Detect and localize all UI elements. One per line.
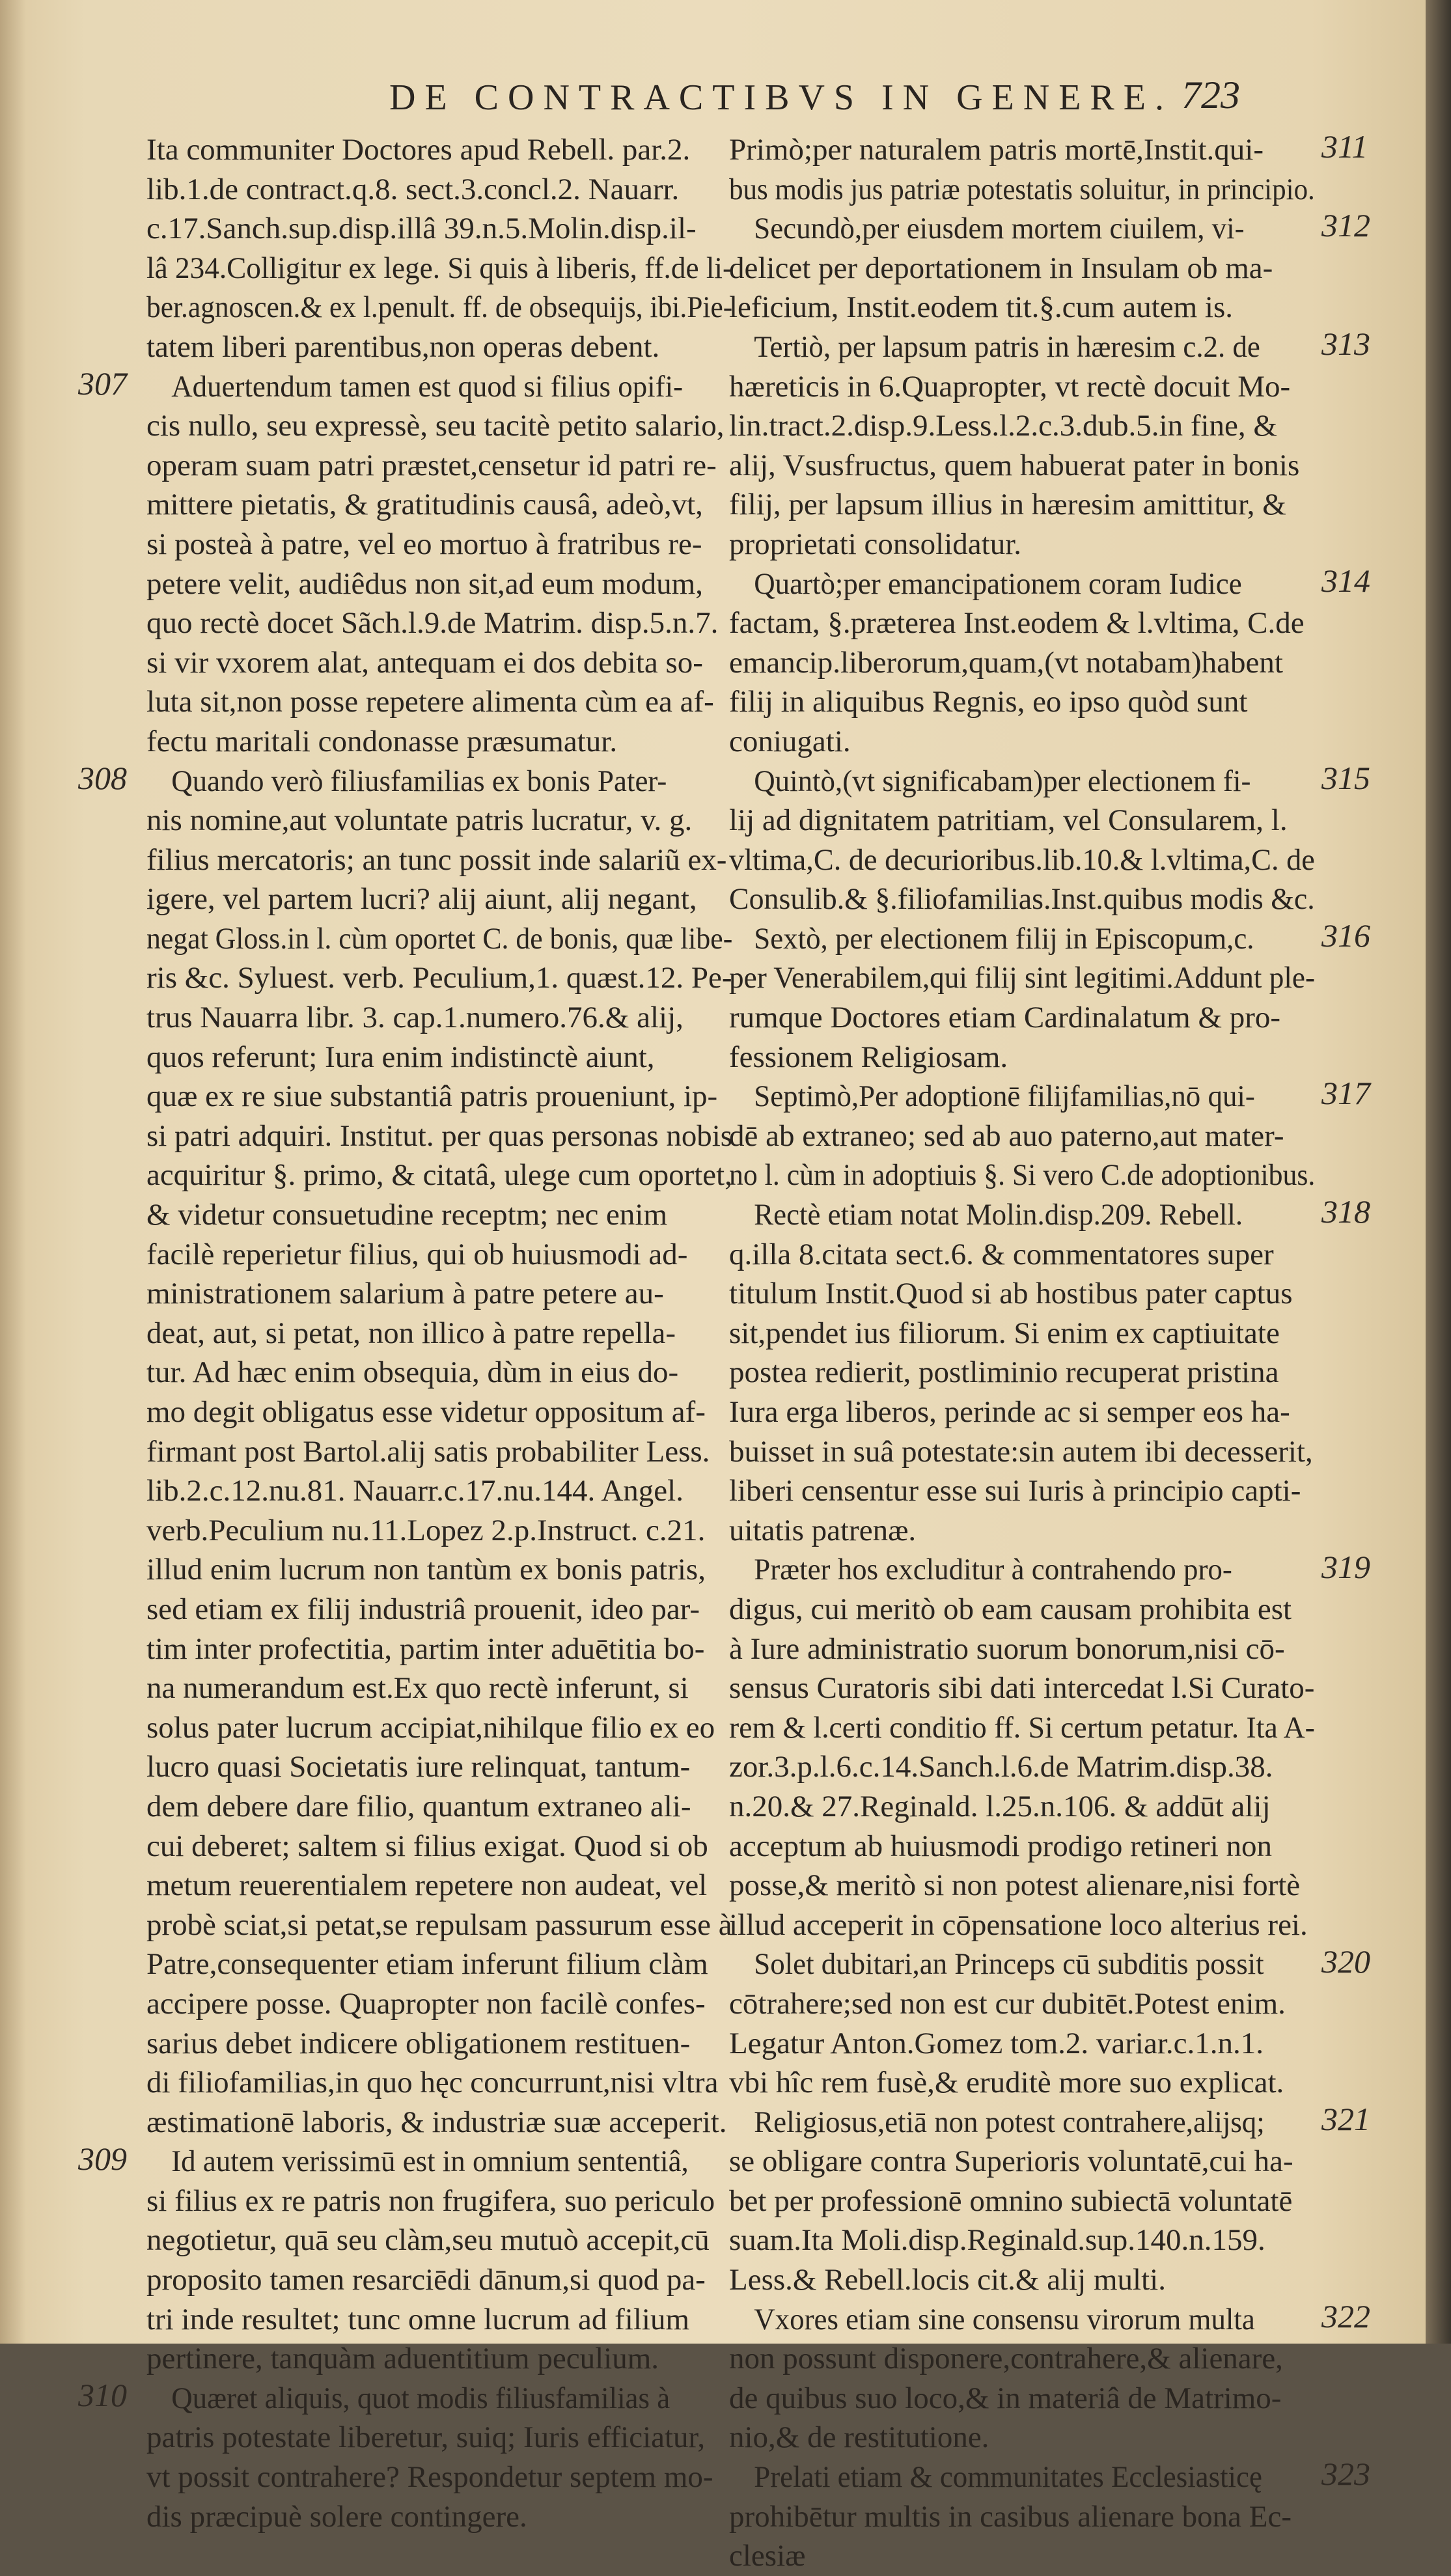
text-line: Primò;per naturalem patris mortē,Instit.qui- — [729, 133, 1264, 167]
text-line: quos referunt; Iura enim indistinctè aiunt, — [146, 1040, 655, 1074]
text-line: mo degit obligatus esse videtur oppositum af- — [146, 1395, 706, 1429]
text-line: Prelati etiam & communitates Ecclesiasticę — [754, 2460, 1262, 2495]
text-line: alij, Vsusfructus, quem habuerat pater in bonis — [729, 448, 1300, 482]
paragraph — [729, 762, 1315, 919]
paragraph — [729, 1945, 1315, 2102]
paragraph-number: 307 — [78, 365, 127, 402]
text-line: se obligare contra Superioris voluntatē,cui ha- — [729, 2144, 1293, 2179]
paragraph — [729, 2300, 1315, 2458]
paragraph-number: 316 — [1321, 917, 1370, 954]
text-line: bet per professionē omnino subiectā voluntatē — [729, 2183, 1293, 2218]
paragraph — [729, 327, 1315, 564]
text-line: verb.Peculium nu.11.Lopez 2.p.Instruct. c.21. — [146, 1513, 706, 1547]
text-line: lib.2.c.12.nu.81. Nauarr.c.17.nu.144. Angel. — [146, 1474, 684, 1508]
text-line: titulum Instit.Quod si ab hostibus pater captus — [729, 1277, 1293, 1311]
text-line: lin.tract.2.disp.9.Less.l.2.c.3.dub.5.in fine, & — [729, 409, 1277, 443]
text-line: Consulib.& §.filiofamilias.Inst.quibus modis &c. — [729, 882, 1315, 917]
paragraph-number: 314 — [1321, 562, 1370, 599]
paragraph-number: 319 — [1321, 1548, 1370, 1585]
text-line: filij, per lapsum illius in hæresim amittitur, & — [729, 488, 1286, 522]
text-line: coniugati. — [729, 724, 851, 758]
text-line: illud acceperit in cōpensatione loco alterius rei. — [729, 1907, 1308, 1942]
paragraph-number: 310 — [78, 2377, 127, 2414]
text-line: liberi censentur esse sui Iuris à principio capti- — [729, 1474, 1301, 1508]
paragraph — [729, 1550, 1315, 1945]
paragraph-number: 320 — [1321, 1943, 1370, 1980]
paragraph — [729, 919, 1315, 1077]
text-line: probè sciat,si petat,se repulsam passurum esse à — [146, 1907, 732, 1942]
text-line: postea redierit, postliminio recuperat pristina — [729, 1355, 1279, 1390]
text-line: Iura erga liberos, perinde ac si semper eos ha- — [729, 1395, 1290, 1429]
text-line: Solet dubitari,an Princeps cū subditis possit — [754, 1947, 1264, 1982]
text-line: acceptum ab huiusmodi prodigo retineri non — [729, 1829, 1273, 1863]
text-line: dem debere dare filio, quantum extraneo ali- — [146, 1789, 691, 1823]
text-line: lib.1.de contract.q.8. sect.3.concl.2. Nauarr. — [146, 172, 680, 206]
text-line: di filiofamilias,in quo hęc concurrunt,nisi vltra — [146, 2066, 719, 2100]
text-line: Quintò,(vt significabam)per electionem fi- — [754, 764, 1251, 798]
text-line: lâ 234.Colligitur ex lege. Si quis à liberis, ff.de li- — [146, 251, 733, 285]
text-line: si posteà à patre, vel eo mortuo à fratribus re- — [146, 527, 702, 561]
text-line: solus pater lucrum accipiat,nihilque filio ex eo — [146, 1710, 715, 1745]
left-text-column — [146, 130, 732, 2536]
text-line: Tertiò, per lapsum patris in hæresim c.2. de — [754, 329, 1260, 364]
text-line: posse,& meritò si non potest alienare,nisi fortè — [729, 1868, 1301, 1903]
text-line: non possunt disponere,contrahere,& alienare, — [729, 2342, 1283, 2376]
text-line: negat Gloss.in l. cùm oportet C. de bonis, quæ libe- — [146, 921, 733, 956]
text-line: proposito tamen resarciēdi dānum,si quod pa- — [146, 2263, 706, 2297]
text-line: emancip.liberorum,quam,(vt notabam)habent — [729, 645, 1283, 680]
text-line: cis nullo, seu expressè, seu tacitè petito salario, — [146, 409, 725, 443]
text-line: filij in aliquibus Regnis, eo ipso quòd sunt — [729, 685, 1248, 719]
text-line: quo rectè docet Sãch.l.9.de Matrim. disp.5.n.7. — [146, 606, 719, 641]
text-line: prohibētur multis in casibus alienare bona Ec- — [729, 2499, 1292, 2534]
text-line: bus modis jus patriæ potestatis soluitur, in principio. — [729, 172, 1315, 206]
text-line: leficium, Instit.eodem tit.§.cum autem is. — [729, 290, 1234, 325]
page-edge — [1426, 0, 1451, 2344]
text-line: rem & l.certi conditio ff. Si certum petatur. Ita A- — [729, 1710, 1315, 1745]
text-line: illud enim lucrum non tantùm ex bonis patris, — [146, 1553, 706, 1587]
text-line: Ita communiter Doctores apud Rebell. par.2. — [146, 133, 691, 167]
paragraph — [146, 2142, 732, 2379]
text-line: ministrationem salarium à patre petere au- — [146, 1277, 664, 1311]
paragraph-number: 308 — [78, 759, 127, 796]
text-line: nio,& de restitutione. — [729, 2420, 989, 2455]
text-line: negotietur, quā seu clàm,seu mutuò accepit,cū — [146, 2223, 710, 2258]
text-line: factam, §.præterea Inst.eodem & l.vltima, C.de — [729, 606, 1305, 641]
paragraph — [729, 130, 1315, 209]
text-line: vltima,C. de decurioribus.lib.10.& l.vltima,C. de — [729, 842, 1315, 877]
paragraph — [729, 209, 1315, 327]
text-line: æstimationē laboris, & industriæ suæ acceperit. — [146, 2105, 727, 2139]
text-line: Quartò;per emancipationem coram Iudice — [754, 566, 1242, 601]
text-line: lij ad dignitatem patritiam, vel Consularem, l. — [729, 803, 1288, 838]
text-line: Less.& Rebell.locis cit.& alij multi. — [729, 2263, 1166, 2297]
text-line: accipere posse. Quapropter non facilè confes- — [146, 1986, 706, 2021]
text-line: metum reuerentialem repetere non audeat, vel — [146, 1868, 708, 1903]
text-line: per Venerabilem,qui filij sint legitimi.Addunt ple- — [729, 961, 1316, 995]
text-line: Religiosus,etiā non potest contrahere,alijsq; — [754, 2105, 1265, 2139]
text-line: no l. cùm in adoptiuis §. Si vero C.de adoptionibus. — [729, 1158, 1316, 1193]
text-line: uitatis patrenæ. — [729, 1513, 917, 1547]
text-line: proprietati consolidatur. — [729, 527, 1022, 561]
text-line: na numerandum est.Ex quo rectè inferunt, si — [146, 1671, 689, 1706]
paragraph — [729, 1077, 1315, 1195]
text-line: fectu maritali condonasse præsumatur. — [146, 724, 618, 758]
text-line: sed etiam ex filij industriâ prouenit, ideo par- — [146, 1592, 700, 1626]
paragraph — [146, 367, 732, 762]
text-line: Septimò,Per adoptionē filijfamilias,nō qui- — [754, 1079, 1255, 1114]
paragraph — [729, 2458, 1315, 2576]
text-line: Quando verò filiusfamilias ex bonis Pater- — [171, 764, 667, 798]
text-line: luta sit,non posse repetere alimenta cùm ea af- — [146, 685, 714, 719]
text-line: Quæret aliquis, quot modis filiusfamilias à — [171, 2381, 670, 2415]
text-line: petere velit, audiêdus non sit,ad eum modum, — [146, 566, 703, 601]
paragraph-number: 321 — [1321, 2101, 1370, 2137]
running-title: DE CONTRACTIBVS IN GENERE. — [389, 77, 1173, 118]
text-line: vt possit contrahere? Respondetur septem mo- — [146, 2460, 713, 2495]
text-line: dē ab extraneo; sed ab auo paterno,aut mater- — [729, 1118, 1284, 1153]
paragraph — [729, 1195, 1315, 1550]
text-line: igere, vel partem lucri? alij aiunt, alij negant, — [146, 882, 697, 917]
text-line: sarius debet indicere obligationem restituen- — [146, 2026, 691, 2060]
paragraph — [146, 130, 732, 367]
text-line: à Iure administratio suorum bonorum,nisi cō- — [729, 1631, 1285, 1666]
text-line: q.illa 8.citata sect.6. & commentatores super — [729, 1237, 1274, 1271]
text-line: sit,pendet ius filiorum. Si enim ex captiuitate — [729, 1316, 1280, 1350]
paragraph-number: 309 — [78, 2140, 127, 2177]
text-line: filius mercatoris; an tunc possit inde salariũ ex- — [146, 842, 727, 877]
text-line: hæreticis in 6.Quapropter, vt rectè docuit Mo- — [729, 369, 1291, 404]
text-line: tur. Ad hæc enim obsequia, dùm in eius do- — [146, 1355, 679, 1390]
paragraph-number: 315 — [1321, 759, 1370, 796]
text-line: Id autem verissimū est in omnium sententiâ, — [171, 2144, 689, 2179]
text-line: dis præcipuè solere contingere. — [146, 2499, 527, 2534]
paragraph — [146, 762, 732, 2142]
text-line: Vxores etiam sine consensu virorum multa — [754, 2302, 1255, 2336]
text-line: acquiritur §. primo, & citatâ, ulege cum oportet, — [146, 1158, 732, 1193]
text-line: sensus Curatoris sibi dati intercedat l.Si Curato- — [729, 1671, 1315, 1706]
text-line: c.17.Sanch.sup.disp.illâ 39.n.5.Molin.disp.il- — [146, 212, 697, 246]
paragraph-number: 322 — [1321, 2298, 1370, 2334]
text-line: quæ ex re siue substantiâ patris proueniunt, ip- — [146, 1079, 718, 1114]
text-line: deat, aut, si petat, non illico à patre repella- — [146, 1316, 676, 1350]
paragraph — [729, 564, 1315, 762]
gutter-shadow — [0, 0, 26, 2344]
text-line: Legatur Anton.Gomez tom.2. variar.c.1.n.1. — [729, 2026, 1264, 2060]
text-line: Patre,consequenter etiam inferunt filium clàm — [146, 1947, 708, 1982]
text-line: Rectè etiam notat Molin.disp.209. Rebell. — [754, 1198, 1243, 1232]
text-line: cui deberet; saltem si filius exigat. Quod si ob — [146, 1829, 708, 1863]
text-line: & videtur consuetudine receptm; nec enim — [146, 1198, 668, 1232]
paragraph-number: 318 — [1321, 1193, 1370, 1230]
text-line: suam.Ita Moli.disp.Reginald.sup.140.n.159. — [729, 2223, 1265, 2258]
page-number: 723 — [1182, 74, 1240, 117]
text-line: Aduertendum tamen est quod si filius opifi- — [171, 369, 684, 404]
paragraph-number: 323 — [1321, 2456, 1370, 2493]
text-line: delicet per deportationem in Insulam ob ma- — [729, 251, 1273, 285]
text-line: digus, cui meritò ob eam causam prohibita est — [729, 1592, 1292, 1626]
text-line: si filius ex re patris non frugifera, suo periculo — [146, 2183, 715, 2218]
text-line: tatem liberi parentibus,non operas debent. — [146, 329, 660, 364]
text-line: Præter hos excluditur à contrahendo pro- — [754, 1553, 1232, 1587]
text-line: firmant post Bartol.alij satis probabiliter Less. — [146, 1434, 710, 1469]
text-line: operam suam patri præstet,censetur id patri re- — [146, 448, 717, 482]
paragraph-number: 311 — [1321, 128, 1368, 165]
text-line: lucro quasi Societatis iure relinquat, tantum- — [146, 1750, 691, 1784]
text-line: zor.3.p.l.6.c.14.Sanch.l.6.de Matrim.disp.38. — [729, 1750, 1273, 1784]
text-line: patris potestate liberetur, suiq; Iuris efficiatur, — [146, 2420, 706, 2455]
text-line: Secundò,per eiusdem mortem ciuilem, vi- — [754, 212, 1245, 246]
paragraph-number: 312 — [1321, 207, 1370, 244]
paragraph-number: 317 — [1321, 1075, 1370, 1112]
text-line: nis nomine,aut voluntate patris lucratur, v. g. — [146, 803, 693, 838]
text-line: n.20.& 27.Reginald. l.25.n.106. & addūt alij — [729, 1789, 1271, 1823]
text-line: ris &c. Syluest. verb. Peculium,1. quæst.12. Pe- — [146, 961, 732, 995]
text-line: trus Nauarra libr. 3. cap.1.numero.76.& alij, — [146, 1001, 684, 1035]
text-line: Sextò, per electionem filij in Episcopum,c. — [754, 921, 1254, 956]
text-line: buisset in suâ potestate:sin autem ibi decesserit, — [729, 1434, 1313, 1469]
text-line: tri inde resultet; tunc omne lucrum ad filium — [146, 2302, 690, 2336]
text-line: ber.agnoscen.& ex l.penult. ff. de obsequijs, ibi.Pie- — [146, 290, 733, 325]
text-line: si vir vxorem alat, antequam ei dos debita so- — [146, 645, 703, 680]
text-line: facilè reperietur filius, qui ob huiusmodi ad- — [146, 1237, 688, 1271]
text-line: cōtrahere;sed non est cur dubitēt.Potest enim. — [729, 1986, 1286, 2021]
right-text-column — [729, 130, 1315, 2576]
text-line: clesiæ — [729, 2539, 806, 2573]
paragraph — [146, 2379, 732, 2536]
text-line: fessionem Religiosam. — [729, 1040, 1008, 1074]
text-line: de quibus suo loco,& in materiâ de Matrimo- — [729, 2381, 1282, 2415]
paragraph-number: 313 — [1321, 325, 1370, 362]
text-line: vbi hîc rem fusè,& eruditè more suo explicat. — [729, 2066, 1284, 2100]
paragraph — [729, 2103, 1315, 2300]
text-line: tim inter profectitia, partim inter aduētitia bo- — [146, 1631, 705, 1666]
text-line: rumque Doctores etiam Cardinalatum & pro- — [729, 1001, 1281, 1035]
text-line: si patri adquiri. Institut. per quas personas nobis — [146, 1118, 732, 1153]
text-line: pertinere, tanquàm aduentitium peculium. — [146, 2342, 659, 2376]
text-line: mittere pietatis, & gratitudinis causâ, adeò,vt, — [146, 488, 703, 522]
